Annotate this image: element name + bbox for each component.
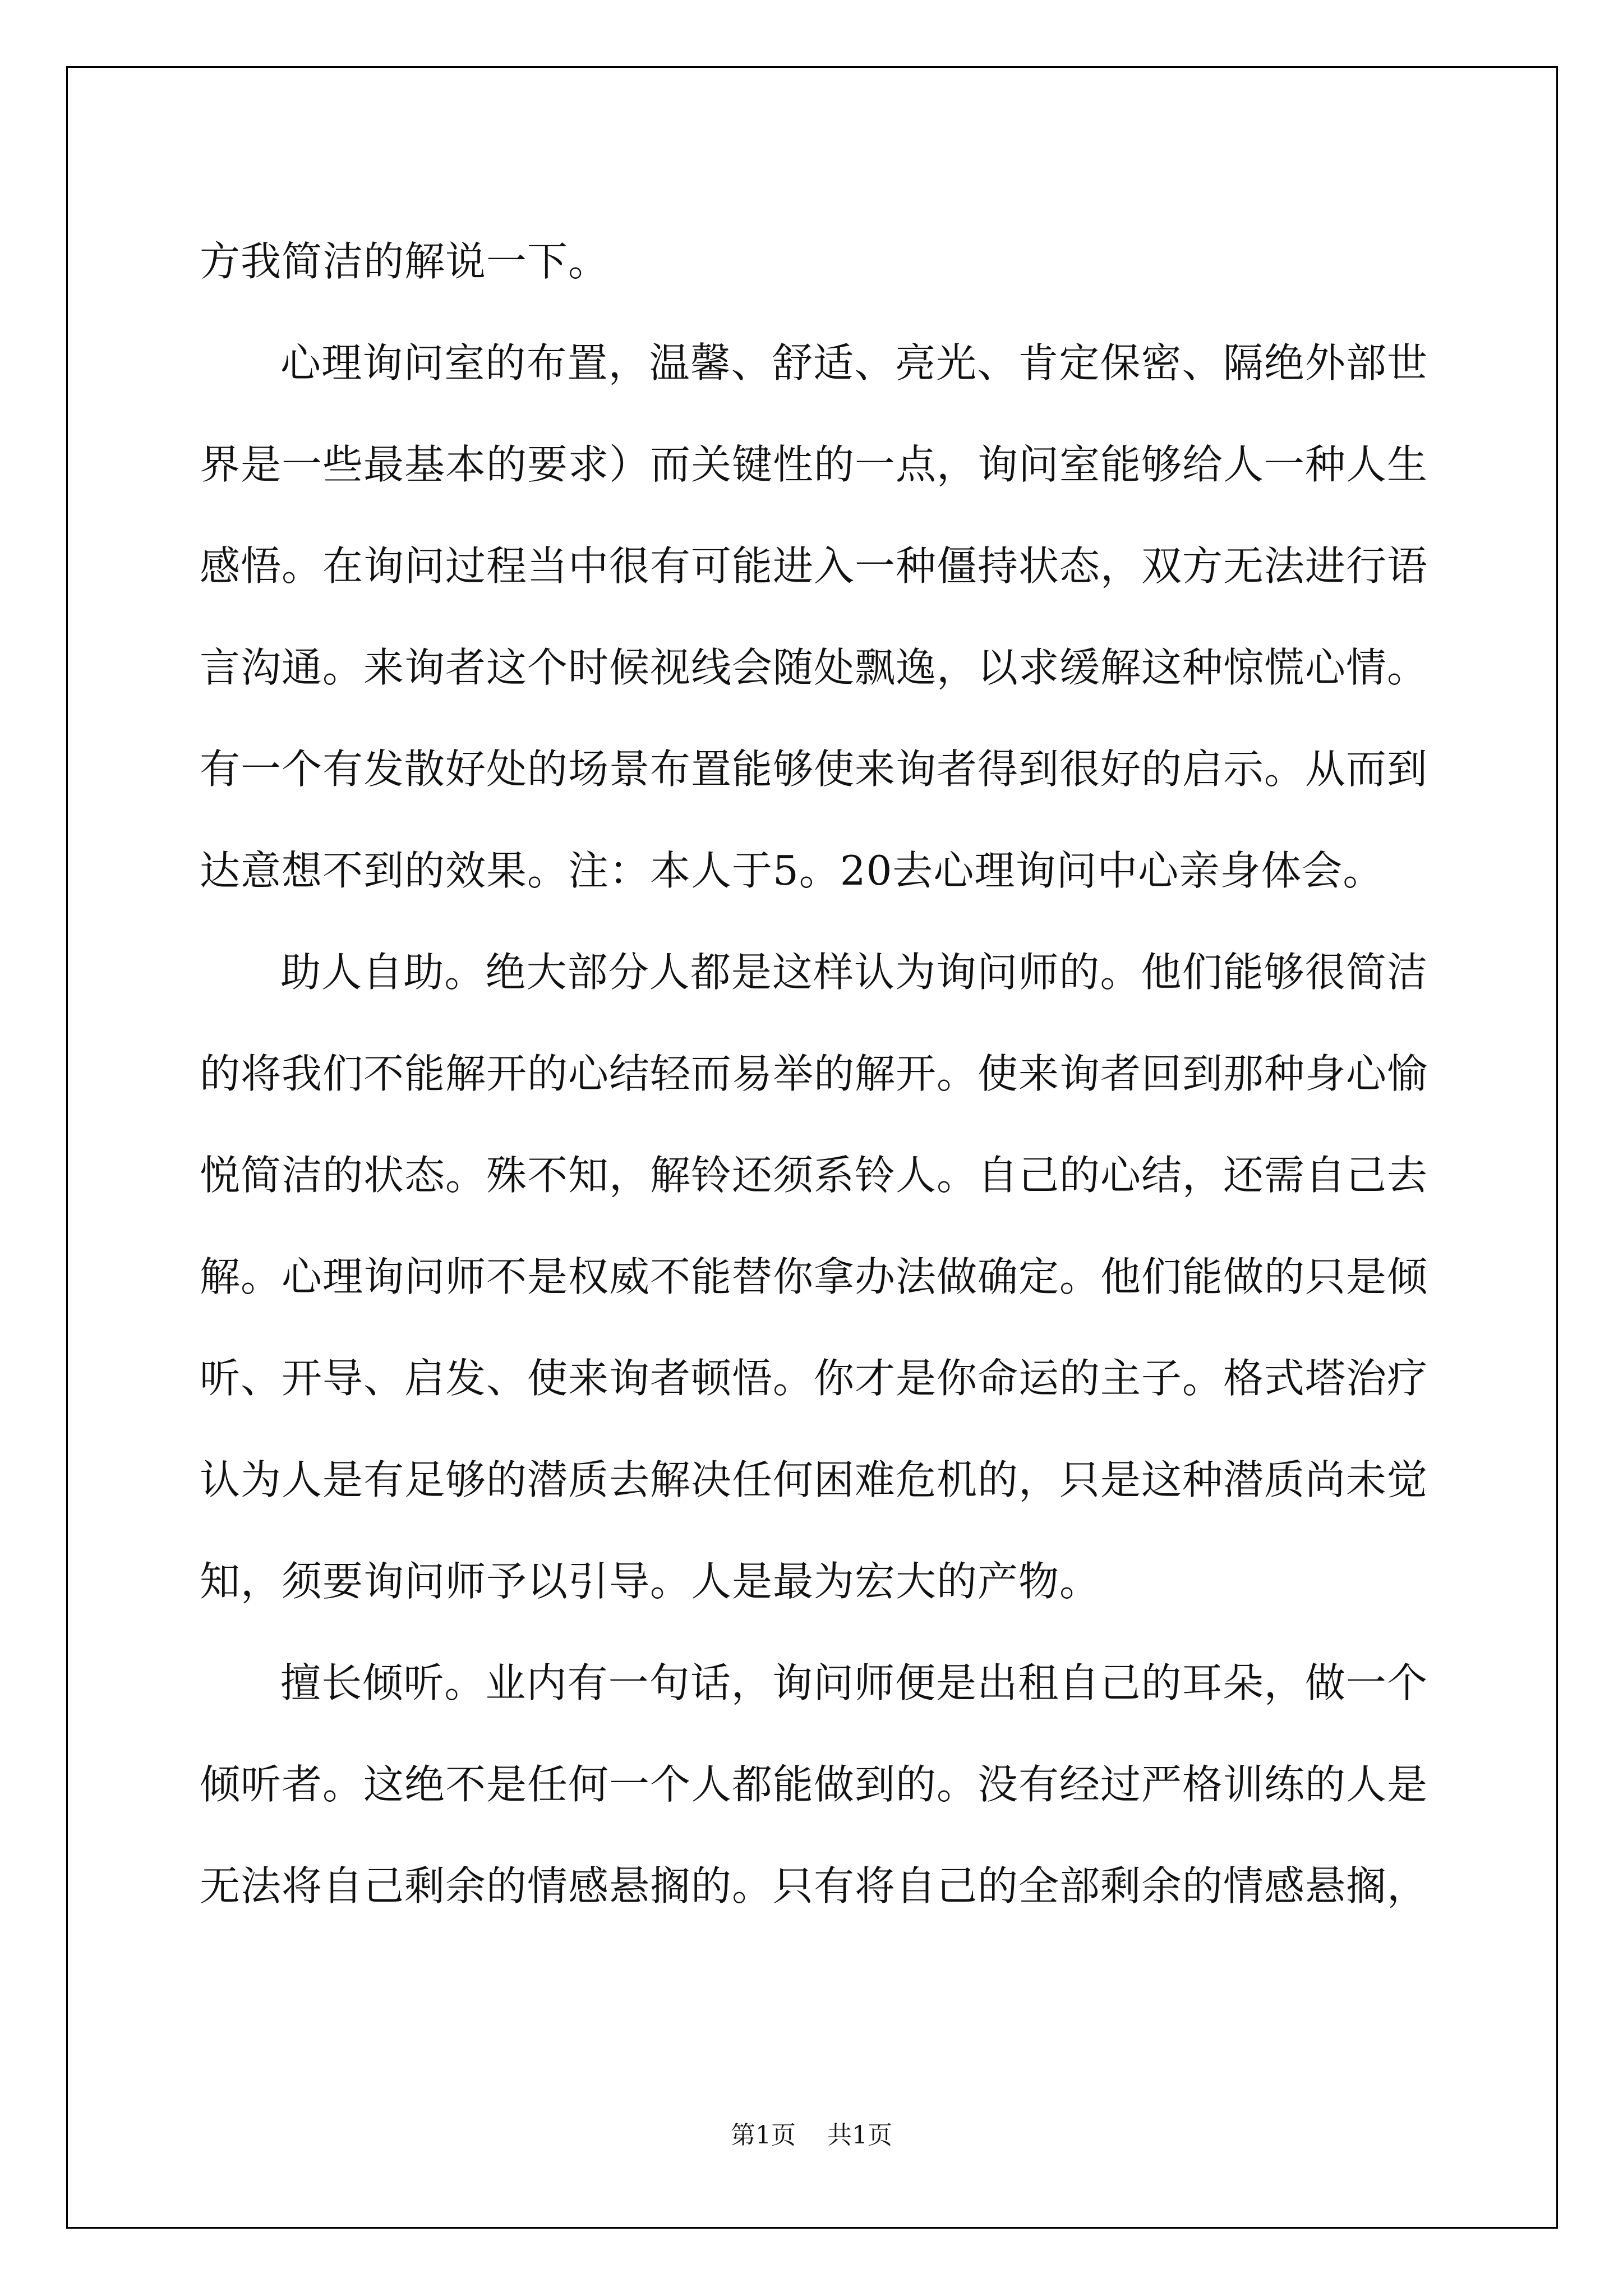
page-footer: 第1页 共1页: [731, 2121, 892, 2150]
paragraph-4: 擅长倾听。业内有一句话，询问师便是出租自己的耳朵，做一个倾听者。这绝不是任何一个人都能做到的。没有经过严格训练的人是无法将自己剩余的情感悬搁的。只有将自己的全部剩余的情感悬搁，: [200, 1659, 1428, 1910]
document-body: [200, 211, 1428, 1937]
paragraph-1: 方我简洁的解说一下。: [200, 238, 610, 285]
paragraph-2: 心理询问室的布置，温馨、舒适、亮光、肯定保密、隔绝外部世界是一些最基本的要求）而关键性的一点，询问室能够给人一种人生感悟。在询问过程当中很有可能进入一种僵持状态，双方无法进行语言沟通。来询者这个时候视线会随处飘逸，以求缓解这种惊慌心情。有一个有发散好处的场景布置能够使来询者得到很好的启示。从而到达意想不到的效果。注：本人于5。20去心理询问中心亲身体会。: [200, 339, 1428, 894]
paragraph-3: 助人自助。绝大部分人都是这样认为询问师的。他们能够很简洁的将我们不能解开的心结轻而易举的解开。使来询者回到那种身心愉悦简洁的状态。殊不知，解铃还须系铃人。自己的心结，还需自己去解。心理询问师不是权威不能替你拿办法做确定。他们能做的只是倾听、开导、启发、使来询者顿悟。你才是你命运的主子。格式塔治疗认为人是有足够的潜质去解决任何困难危机的，只是这种潜质尚未觉知，须要询问师予以引导。人是最为宏大的产物。: [200, 949, 1428, 1605]
